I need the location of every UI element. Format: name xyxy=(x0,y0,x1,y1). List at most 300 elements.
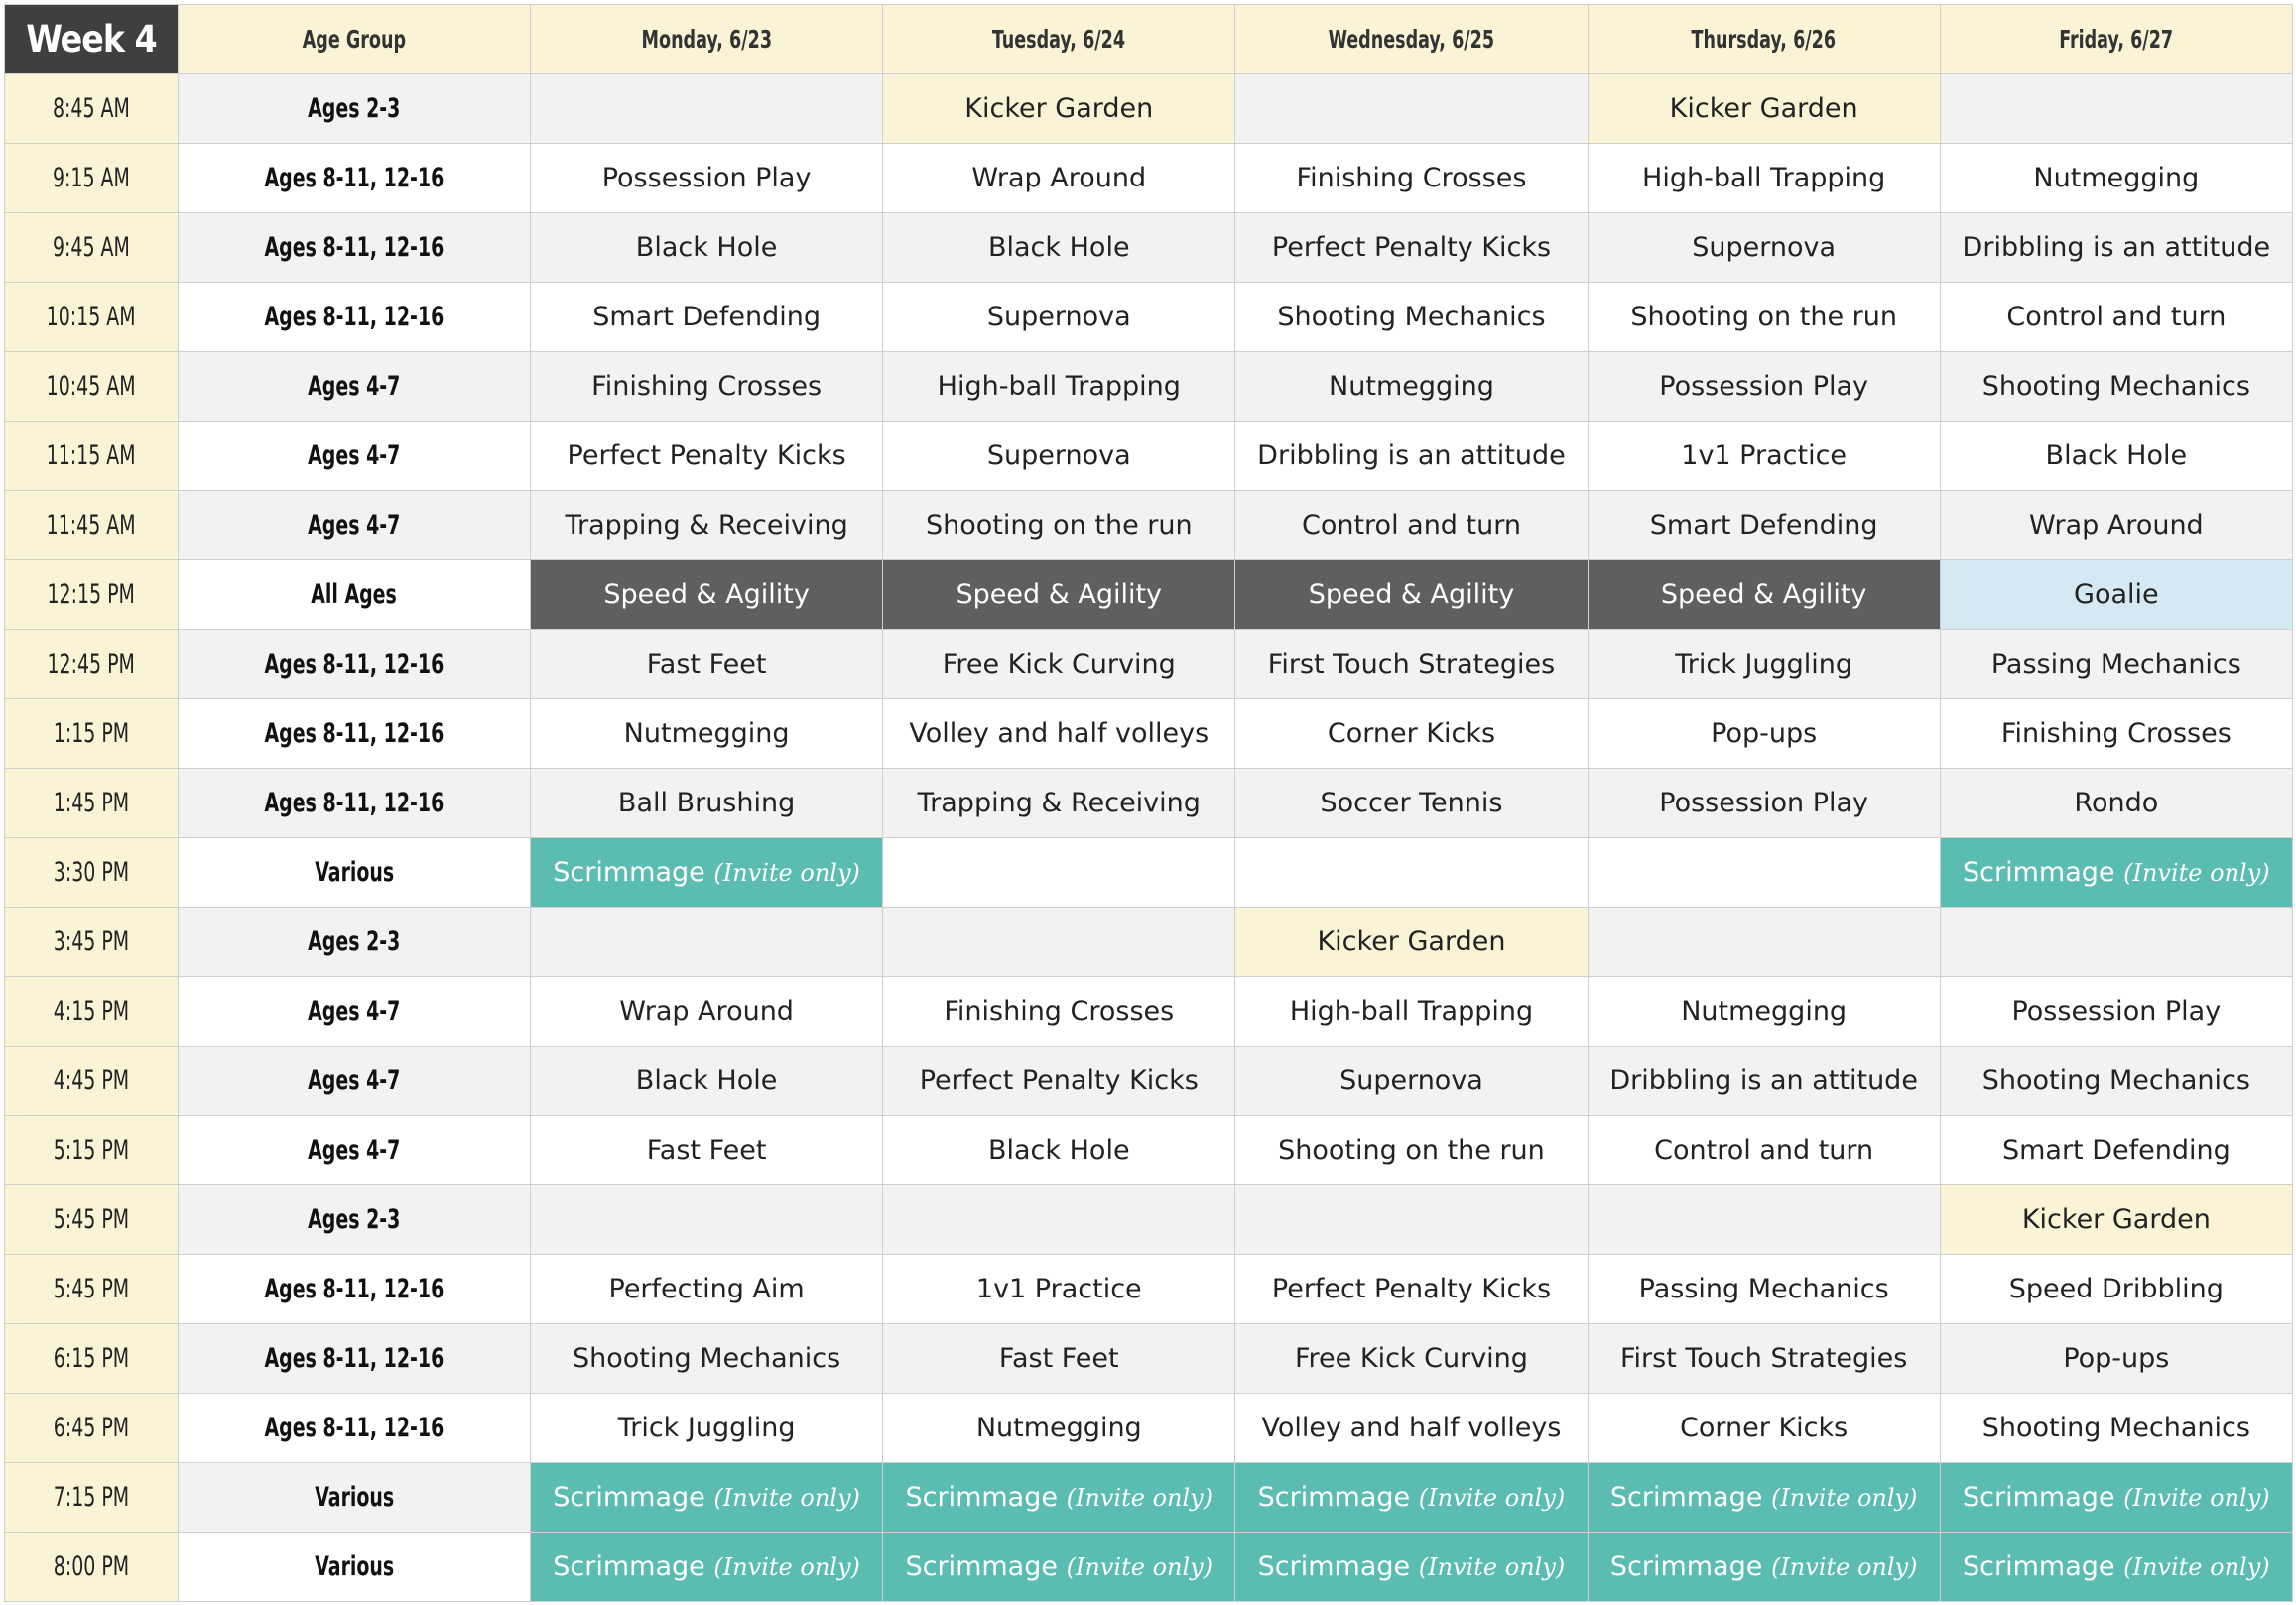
activity-text: First Touch Strategies xyxy=(1619,1343,1908,1374)
activity-text: Black Hole xyxy=(635,232,778,263)
activity-cell xyxy=(1940,1116,2292,1185)
empty-cell xyxy=(1235,1185,1588,1255)
activity-text: Supernova xyxy=(986,440,1131,471)
activity-cell xyxy=(1940,422,2292,491)
empty-cell xyxy=(883,908,1235,977)
activity-text: 1v1 Practice xyxy=(975,1274,1142,1304)
kicker-garden-cell xyxy=(1235,908,1588,977)
activity-text: 1v1 Practice xyxy=(1681,440,1848,471)
time-cell xyxy=(5,699,179,769)
activity-text: Possession Play xyxy=(1659,371,1869,402)
time-text: 9:45 AM xyxy=(53,232,130,263)
activity-cell xyxy=(1940,283,2292,352)
scrimmage-cell xyxy=(1235,1463,1588,1533)
activity-text: Volley and half volleys xyxy=(909,718,1210,749)
activity-cell xyxy=(531,422,883,491)
activity-text: Shooting Mechanics xyxy=(1981,371,2250,402)
activity-text: Soccer Tennis xyxy=(1320,788,1503,818)
age-group-text: Ages 8-11, 12-16 xyxy=(264,788,445,818)
scrimmage-cell xyxy=(1940,1463,2292,1533)
schedule-row xyxy=(5,74,2293,144)
activity-cell xyxy=(1940,213,2292,283)
activity-cell xyxy=(1588,1047,1940,1116)
speed-agility-cell xyxy=(1235,560,1588,630)
activity-text: Free Kick Curving xyxy=(942,649,1176,679)
activity-cell xyxy=(1235,422,1588,491)
activity-text: Smart Defending xyxy=(1649,510,1878,541)
scrimmage-cell xyxy=(1588,1533,1940,1602)
activity-cell xyxy=(883,699,1235,769)
time-cell xyxy=(5,1047,179,1116)
time-text: 9:15 AM xyxy=(53,163,130,193)
schedule-row xyxy=(5,144,2293,213)
activity-cell xyxy=(1940,630,2292,699)
age-group-text: All Ages xyxy=(311,579,398,610)
empty-cell xyxy=(1588,908,1940,977)
empty-cell xyxy=(1235,74,1588,144)
empty-cell xyxy=(883,838,1235,908)
day-header-text: Thursday, 6/26 xyxy=(1691,25,1837,54)
activity-cell xyxy=(1588,352,1940,422)
time-text: 4:45 PM xyxy=(53,1065,130,1096)
age-group-text: Ages 8-11, 12-16 xyxy=(264,1413,445,1443)
activity-text: Scrimmage xyxy=(905,1482,1058,1513)
activity-cell xyxy=(1588,769,1940,838)
time-cell xyxy=(5,769,179,838)
activity-text: Control and turn xyxy=(1301,510,1521,541)
age-group-cell xyxy=(179,630,531,699)
activity-cell xyxy=(1235,144,1588,213)
activity-text: Supernova xyxy=(986,302,1131,332)
age-group-text: Ages 2-3 xyxy=(308,1204,401,1235)
time-cell xyxy=(5,630,179,699)
activity-cell xyxy=(1235,1255,1588,1324)
activity-text: Speed & Agility xyxy=(956,579,1163,610)
activity-text: Perfect Penalty Kicks xyxy=(1271,1274,1552,1304)
activity-cell xyxy=(531,491,883,560)
activity-text: Black Hole xyxy=(987,1135,1130,1166)
activity-text: Nutmegging xyxy=(1329,371,1494,402)
activity-text: Finishing Crosses xyxy=(944,996,1175,1027)
age-group-cell xyxy=(179,491,531,560)
age-group-text: Ages 4-7 xyxy=(308,440,401,471)
activity-cell xyxy=(1940,699,2292,769)
age-group-cell xyxy=(179,560,531,630)
time-cell xyxy=(5,422,179,491)
age-group-text: Ages 8-11, 12-16 xyxy=(264,649,445,679)
activity-cell xyxy=(883,977,1235,1047)
schedule-row xyxy=(5,630,2293,699)
schedule-row xyxy=(5,1463,2293,1533)
activity-cell xyxy=(1588,1394,1940,1463)
schedule-row xyxy=(5,1185,2293,1255)
schedule-row xyxy=(5,352,2293,422)
age-group-text: Ages 4-7 xyxy=(308,1065,401,1096)
activity-text: Possession Play xyxy=(2011,996,2222,1027)
activity-text: Smart Defending xyxy=(2001,1135,2231,1166)
activity-text: Speed & Agility xyxy=(1308,579,1515,610)
activity-cell xyxy=(531,1116,883,1185)
time-cell xyxy=(5,283,179,352)
activity-cell xyxy=(883,1255,1235,1324)
activity-text: Scrimmage xyxy=(553,1551,705,1582)
time-text: 1:45 PM xyxy=(53,788,130,818)
time-text: 10:45 AM xyxy=(47,371,136,402)
time-cell xyxy=(5,1533,179,1602)
activity-text: Perfect Penalty Kicks xyxy=(1271,232,1552,263)
scrimmage-cell xyxy=(1588,1463,1940,1533)
time-cell xyxy=(5,1324,179,1394)
time-cell xyxy=(5,560,179,630)
activity-text: Perfect Penalty Kicks xyxy=(567,440,846,471)
activity-cell xyxy=(1235,1047,1588,1116)
activity-cell xyxy=(531,1394,883,1463)
activity-cell xyxy=(1940,977,2292,1047)
activity-cell xyxy=(1588,1255,1940,1324)
schedule-row xyxy=(5,1324,2293,1394)
activity-text: High-ball Trapping xyxy=(1642,163,1886,193)
activity-cell xyxy=(1940,1324,2292,1394)
time-text: 4:15 PM xyxy=(53,996,130,1027)
activity-text: Pop-ups xyxy=(1711,718,1818,749)
time-cell xyxy=(5,1185,179,1255)
day-header-text: Friday, 6/27 xyxy=(2059,25,2174,54)
schedule-row xyxy=(5,769,2293,838)
activity-text: Fast Feet xyxy=(998,1343,1119,1374)
activity-text: Nutmegging xyxy=(623,718,790,749)
activity-text: Smart Defending xyxy=(592,302,821,332)
activity-text: Dribbling is an attitude xyxy=(1962,232,2271,263)
empty-cell xyxy=(1940,74,2292,144)
activity-text: Shooting Mechanics xyxy=(1981,1413,2250,1443)
activity-cell xyxy=(531,699,883,769)
time-text: 12:15 PM xyxy=(47,579,136,610)
time-cell xyxy=(5,1116,179,1185)
activity-cell xyxy=(883,422,1235,491)
scrimmage-cell xyxy=(883,1463,1235,1533)
activity-cell xyxy=(1588,144,1940,213)
activity-cell xyxy=(1235,1324,1588,1394)
activity-text: Nutmegging xyxy=(975,1413,1142,1443)
time-text: 10:15 AM xyxy=(47,302,136,332)
age-group-text: Ages 4-7 xyxy=(308,1135,401,1166)
activity-text: Wrap Around xyxy=(971,163,1147,193)
activity-cell xyxy=(1235,352,1588,422)
activity-cell xyxy=(883,1394,1235,1463)
activity-text: Scrimmage xyxy=(553,857,705,888)
activity-cell xyxy=(1235,283,1588,352)
time-cell xyxy=(5,977,179,1047)
activity-text: Nutmegging xyxy=(1681,996,1848,1027)
empty-cell xyxy=(1235,838,1588,908)
activity-text: Dribbling is an attitude xyxy=(1609,1065,1918,1096)
activity-cell xyxy=(1588,422,1940,491)
activity-text: Kicker Garden xyxy=(1317,926,1506,957)
empty-cell xyxy=(1588,1185,1940,1255)
age-group-cell xyxy=(179,699,531,769)
invite-only-note: (Invite only) xyxy=(1770,1484,1918,1512)
age-group-text: Ages 8-11, 12-16 xyxy=(264,718,445,749)
empty-cell xyxy=(883,1185,1235,1255)
activity-cell xyxy=(1235,769,1588,838)
activity-text: Volley and half volleys xyxy=(1261,1413,1562,1443)
age-group-cell xyxy=(179,977,531,1047)
activity-text: Kicker Garden xyxy=(2021,1204,2211,1235)
scrimmage-cell xyxy=(531,1463,883,1533)
activity-text: Passing Mechanics xyxy=(1638,1274,1889,1304)
activity-cell xyxy=(1940,769,2292,838)
schedule-row xyxy=(5,1255,2293,1324)
age-group-header-text: Age Group xyxy=(302,25,407,54)
time-text: 6:15 PM xyxy=(53,1343,130,1374)
activity-cell xyxy=(883,1047,1235,1116)
time-text: 8:45 AM xyxy=(53,93,130,124)
age-group-text: Ages 8-11, 12-16 xyxy=(264,302,445,332)
activity-cell xyxy=(1940,1255,2292,1324)
kicker-garden-cell xyxy=(883,74,1235,144)
activity-text: Scrimmage xyxy=(1257,1482,1411,1513)
activity-cell xyxy=(531,1255,883,1324)
age-group-text: Ages 8-11, 12-16 xyxy=(264,163,445,193)
activity-cell xyxy=(883,283,1235,352)
age-group-cell xyxy=(179,1047,531,1116)
activity-text: Shooting on the run xyxy=(1278,1135,1545,1166)
activity-text: Kicker Garden xyxy=(964,93,1154,124)
activity-text: First Touch Strategies xyxy=(1267,649,1556,679)
day-header-tuesday xyxy=(883,5,1235,74)
time-text: 11:15 AM xyxy=(47,440,136,471)
age-group-cell xyxy=(179,1255,531,1324)
age-group-cell xyxy=(179,144,531,213)
invite-only-note: (Invite only) xyxy=(713,859,860,887)
header-row xyxy=(5,5,2293,74)
age-group-cell xyxy=(179,1394,531,1463)
time-text: 3:45 PM xyxy=(53,926,130,957)
activity-cell xyxy=(1235,491,1588,560)
activity-text: Speed & Agility xyxy=(1660,579,1867,610)
schedule-row xyxy=(5,1116,2293,1185)
activity-cell xyxy=(531,1324,883,1394)
day-header-text: Monday, 6/23 xyxy=(641,25,772,54)
scrimmage-cell xyxy=(531,1533,883,1602)
age-group-text: Ages 2-3 xyxy=(308,926,401,957)
invite-only-note: (Invite only) xyxy=(1418,1553,1566,1581)
day-header-thursday xyxy=(1588,5,1940,74)
activity-cell xyxy=(1588,213,1940,283)
schedule-row xyxy=(5,1394,2293,1463)
activity-text: Free Kick Curving xyxy=(1294,1343,1528,1374)
activity-text: Possession Play xyxy=(1659,788,1869,818)
activity-text: Shooting Mechanics xyxy=(1981,1065,2250,1096)
age-group-cell xyxy=(179,352,531,422)
time-text: 8:00 PM xyxy=(53,1551,130,1582)
time-text: 11:45 AM xyxy=(47,510,136,541)
activity-text: Trick Juggling xyxy=(617,1413,796,1443)
activity-text: Perfect Penalty Kicks xyxy=(919,1065,1199,1096)
time-cell xyxy=(5,352,179,422)
activity-text: Finishing Crosses xyxy=(591,371,823,402)
age-group-text: Various xyxy=(315,1551,394,1582)
time-text: 3:30 PM xyxy=(53,857,130,888)
activity-cell xyxy=(883,491,1235,560)
activity-cell xyxy=(1588,283,1940,352)
activity-text: Passing Mechanics xyxy=(1990,649,2241,679)
activity-text: Corner Kicks xyxy=(1680,1413,1849,1443)
activity-text: Shooting Mechanics xyxy=(573,1343,841,1374)
day-header-text: Tuesday, 6/24 xyxy=(992,25,1126,54)
activity-text: High-ball Trapping xyxy=(937,371,1181,402)
age-group-cell xyxy=(179,74,531,144)
activity-cell xyxy=(1940,491,2292,560)
activity-text: Perfecting Aim xyxy=(608,1274,805,1304)
activity-text: Trick Juggling xyxy=(1675,649,1853,679)
activity-cell xyxy=(531,144,883,213)
time-cell xyxy=(5,491,179,560)
time-cell xyxy=(5,144,179,213)
weekly-schedule-table xyxy=(4,4,2293,1602)
invite-only-note: (Invite only) xyxy=(1066,1484,1213,1512)
week-label: Week 4 xyxy=(5,5,179,74)
activity-cell xyxy=(1235,213,1588,283)
activity-text: Rondo xyxy=(2074,788,2159,818)
activity-cell xyxy=(1235,977,1588,1047)
activity-text: Finishing Crosses xyxy=(2000,718,2232,749)
schedule-row xyxy=(5,838,2293,908)
activity-cell xyxy=(1235,1116,1588,1185)
age-group-text: Various xyxy=(315,1482,394,1513)
activity-cell xyxy=(1235,699,1588,769)
scrimmage-cell xyxy=(1235,1533,1588,1602)
invite-only-note: (Invite only) xyxy=(1770,1553,1918,1581)
activity-text: Ball Brushing xyxy=(617,788,796,818)
age-group-cell xyxy=(179,1116,531,1185)
time-text: 12:45 PM xyxy=(47,649,136,679)
schedule-body xyxy=(5,74,2293,1602)
activity-text: Black Hole xyxy=(635,1065,778,1096)
age-group-cell xyxy=(179,769,531,838)
empty-cell xyxy=(1588,838,1940,908)
activity-text: Shooting on the run xyxy=(1630,302,1897,332)
activity-text: Black Hole xyxy=(2045,440,2188,471)
activity-text: Speed & Agility xyxy=(603,579,810,610)
activity-cell xyxy=(883,1116,1235,1185)
activity-cell xyxy=(1940,1394,2292,1463)
activity-cell xyxy=(531,769,883,838)
invite-only-note: (Invite only) xyxy=(2123,1553,2270,1581)
activity-text: Control and turn xyxy=(2006,302,2227,332)
day-header-monday xyxy=(531,5,883,74)
schedule-row xyxy=(5,560,2293,630)
activity-cell xyxy=(1940,144,2292,213)
activity-cell xyxy=(531,352,883,422)
schedule-row xyxy=(5,491,2293,560)
time-cell xyxy=(5,74,179,144)
day-header-text: Wednesday, 6/25 xyxy=(1328,25,1495,54)
empty-cell xyxy=(531,1185,883,1255)
age-group-text: Ages 8-11, 12-16 xyxy=(264,232,445,263)
activity-cell xyxy=(1588,630,1940,699)
activity-cell xyxy=(1235,630,1588,699)
age-group-text: Various xyxy=(315,857,394,888)
invite-only-note: (Invite only) xyxy=(713,1484,860,1512)
activity-text: Control and turn xyxy=(1654,1135,1874,1166)
scrimmage-cell xyxy=(531,838,883,908)
activity-cell xyxy=(531,213,883,283)
activity-text: Possession Play xyxy=(601,163,812,193)
activity-cell xyxy=(531,1047,883,1116)
age-group-text: Ages 8-11, 12-16 xyxy=(264,1274,445,1304)
speed-agility-cell xyxy=(531,560,883,630)
activity-text: Scrimmage xyxy=(1257,1551,1411,1582)
activity-text: Trapping & Receiving xyxy=(917,788,1201,818)
activity-cell xyxy=(1588,491,1940,560)
activity-text: Shooting on the run xyxy=(925,510,1193,541)
activity-cell xyxy=(1588,977,1940,1047)
schedule-row xyxy=(5,422,2293,491)
activity-text: Fast Feet xyxy=(646,1135,767,1166)
activity-text: Scrimmage xyxy=(1609,1551,1763,1582)
schedule-row xyxy=(5,699,2293,769)
activity-text: Finishing Crosses xyxy=(1296,163,1527,193)
activity-text: Scrimmage xyxy=(1963,1482,2115,1513)
age-group-cell xyxy=(179,422,531,491)
activity-text: Scrimmage xyxy=(553,1482,705,1513)
age-group-text: Ages 8-11, 12-16 xyxy=(264,1343,445,1374)
invite-only-note: (Invite only) xyxy=(2123,1484,2270,1512)
speed-agility-cell xyxy=(883,560,1235,630)
scrimmage-cell xyxy=(1940,1533,2292,1602)
activity-cell xyxy=(1235,1394,1588,1463)
activity-text: Black Hole xyxy=(987,232,1130,263)
activity-cell xyxy=(883,630,1235,699)
scrimmage-cell xyxy=(1940,838,2292,908)
activity-text: Scrimmage xyxy=(905,1551,1058,1582)
schedule-row xyxy=(5,1047,2293,1116)
schedule-row xyxy=(5,908,2293,977)
time-cell xyxy=(5,838,179,908)
empty-cell xyxy=(1940,908,2292,977)
activity-cell xyxy=(1588,1324,1940,1394)
activity-text: Fast Feet xyxy=(646,649,767,679)
goalie-cell xyxy=(1940,560,2292,630)
age-group-cell xyxy=(179,908,531,977)
age-group-cell xyxy=(179,213,531,283)
activity-cell xyxy=(531,283,883,352)
schedule-row xyxy=(5,1533,2293,1602)
activity-cell xyxy=(531,977,883,1047)
activity-text: Trapping & Receiving xyxy=(565,510,848,541)
kicker-garden-cell xyxy=(1588,74,1940,144)
activity-cell xyxy=(1588,699,1940,769)
age-group-text: Ages 4-7 xyxy=(308,371,401,402)
age-group-cell xyxy=(179,283,531,352)
age-group-cell xyxy=(179,1463,531,1533)
activity-cell xyxy=(1588,1116,1940,1185)
schedule-row xyxy=(5,213,2293,283)
activity-text: Supernova xyxy=(1692,232,1837,263)
activity-cell xyxy=(1940,352,2292,422)
time-cell xyxy=(5,1255,179,1324)
time-cell xyxy=(5,1394,179,1463)
activity-text: Speed Dribbling xyxy=(2008,1274,2224,1304)
time-cell xyxy=(5,1463,179,1533)
age-group-cell xyxy=(179,838,531,908)
activity-cell xyxy=(883,352,1235,422)
activity-text: Scrimmage xyxy=(1963,1551,2115,1582)
speed-agility-cell xyxy=(1588,560,1940,630)
invite-only-note: (Invite only) xyxy=(2123,859,2270,887)
activity-text: Shooting Mechanics xyxy=(1277,302,1546,332)
